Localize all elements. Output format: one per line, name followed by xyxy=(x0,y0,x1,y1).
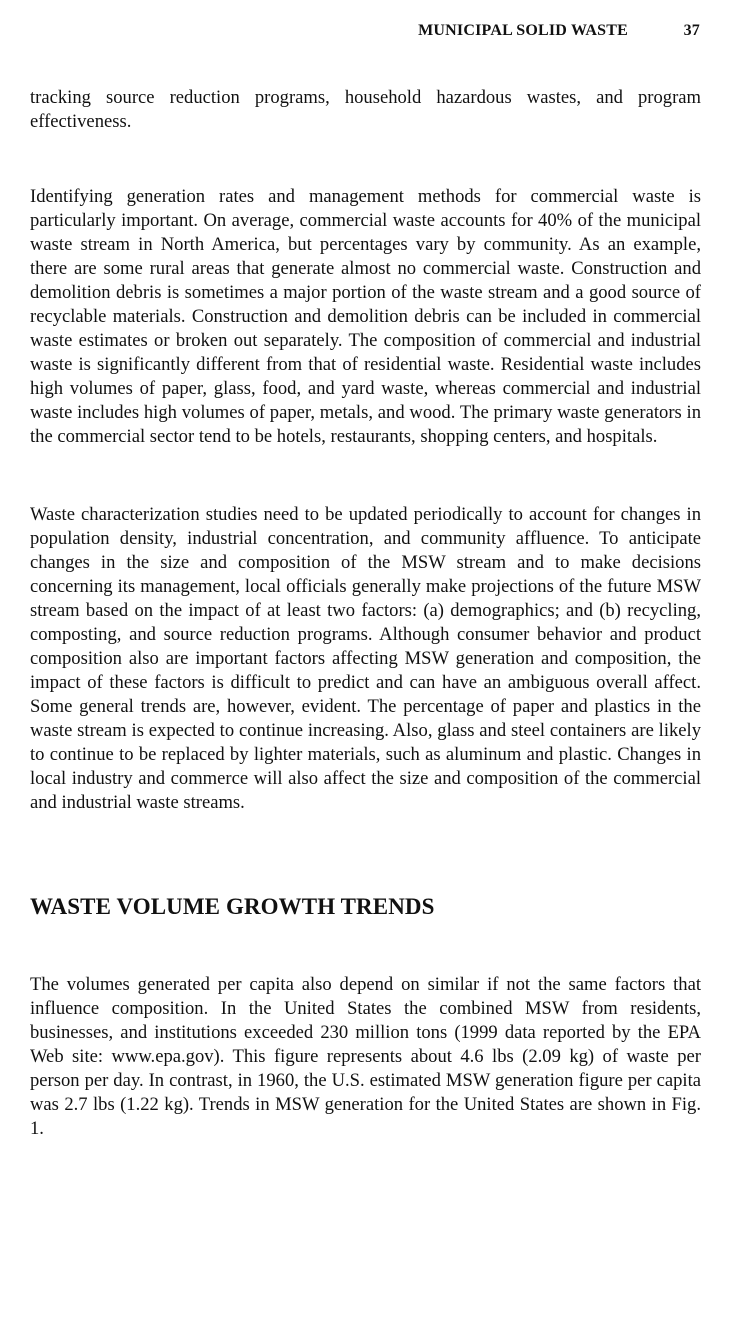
body-paragraph-3: Waste characterization studies need to be updated periodically to account for changes in population density, industrial concentration, and community affluence. To anticipate changes in the size and composition of the MSW stream and to make decisions concerning its management, local officials generally make projections of the future MSW stream based on the impact of at least two factors: (a) demographics; and (b) recycling, composting, and source reduction programs. Although consumer behavior and product composition also are important factors affecting MSW generation and composition, the impact of these factors is difficult to predict and can have an ambiguous overall affect. Some general trends are, however, evident. The percentage of paper and plastics in the waste stream is expected to continue increasing. Also, glass and steel containers are likely to continue to be replaced by lighter materials, such as aluminum and plastic. Changes in local industry and commerce will also affect the size and composition of the commercial and industrial waste streams. xyxy=(30,504,701,813)
section-heading: WASTE VOLUME GROWTH TRENDS xyxy=(30,894,435,919)
body-paragraph-1: tracking source reduction programs, household hazardous wastes, and program effectiveness. xyxy=(30,87,701,132)
running-header xyxy=(30,22,702,46)
page-number: 37 xyxy=(683,22,700,39)
running-title: MUNICIPAL SOLID WASTE xyxy=(418,22,628,39)
body-paragraph-2: Identifying generation rates and management methods for commercial waste is particularly important. On average, commercial waste accounts for 40% of the municipal waste stream in North America, but percentages vary by community. As an example, there are some rural areas that generate almost no commercial waste. Construction and demolition debris is sometimes a major portion of the waste stream and a good source of recyclable materials. Construction and demolition debris can be included in commercial waste estimates or broken out separately. The composition of commercial and industrial waste is significantly different from that of residential waste. Residential waste includes high volumes of paper, glass, food, and yard waste, whereas commercial and industrial waste includes high volumes of paper, metals, and wood. The primary waste generators in the commercial sector tend to be hotels, restaurants, shopping centers, and hospitals. xyxy=(30,186,701,447)
section-paragraph: The volumes generated per capita also depend on similar if not the same factors that influence composition. In the United States the combined MSW from residents, businesses, and institutions exceeded 230 million tons (1999 data reported by the EPA Web site: www.epa.gov). This figure represents about 4.6 lbs (2.09 kg) of waste per person per day. In contrast, in 1960, the U.S. estimated MSW generation figure per capita was 2.7 lbs (1.22 kg). Trends in MSW generation for the United States are shown in Fig. 1. xyxy=(30,974,701,1139)
